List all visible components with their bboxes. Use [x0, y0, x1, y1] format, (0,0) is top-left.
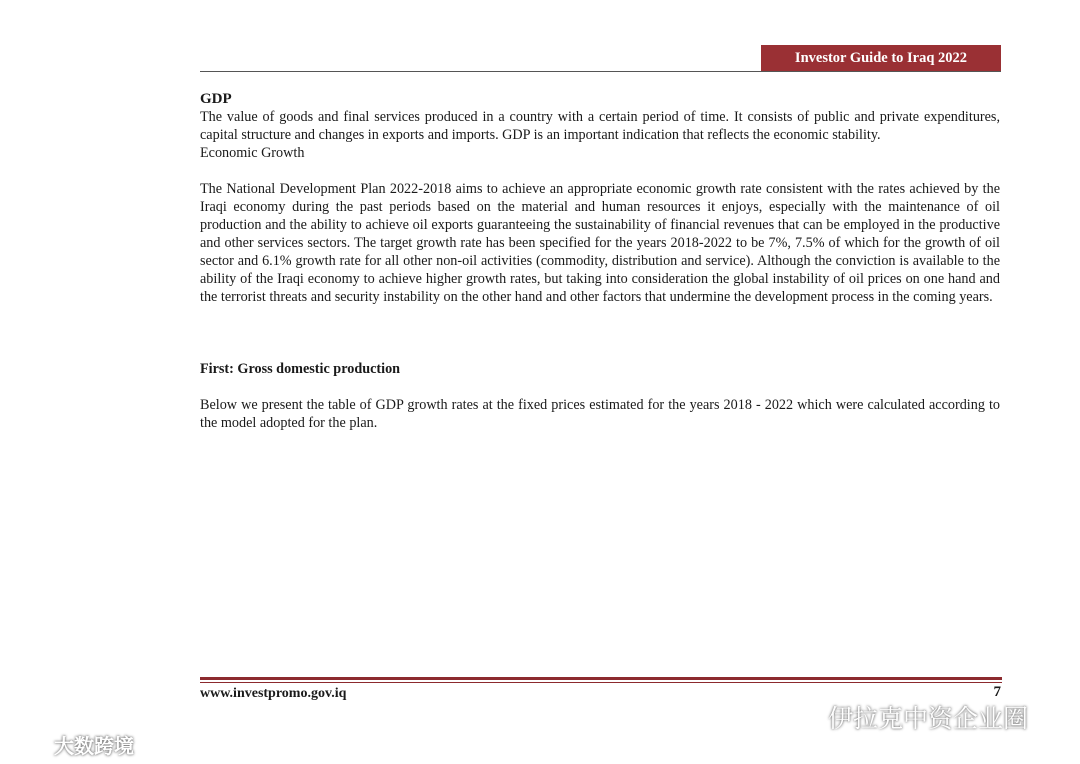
section-paragraph: Below we present the table of GDP growth rates at the fixed prices estimated for the years 2018 - 2022 which were calculated according to the model adopted for the plan.	[200, 397, 1000, 431]
watermark-left	[6, 728, 134, 760]
footer-divider-thick	[200, 677, 1002, 680]
header-divider	[200, 71, 1001, 72]
footer-divider-thin	[200, 682, 1002, 683]
watermark-right	[782, 700, 1028, 734]
page-number: 7	[993, 684, 1001, 700]
header-title-badge: Investor Guide to Iraq 2022	[761, 45, 1001, 72]
economic-growth-label: Economic Growth	[200, 145, 305, 161]
gdp-definition-paragraph: The value of goods and final services produced in a country with a certain period of time. It consists of public and private expenditures, capital structure and changes in exports and imports. GDP is an important indication that reflects the economic stability.	[200, 109, 1000, 143]
section-heading: First: Gross domestic production	[200, 361, 401, 377]
wechat-icon	[782, 699, 822, 735]
watermark-right-text: 伊拉克中资企业圈	[828, 704, 1029, 733]
page-content	[200, 90, 1000, 432]
gdp-heading: GDP	[200, 91, 232, 107]
development-plan-paragraph: The National Development Plan 2022-2018 aims to achieve an appropriate economic growth rate consistent with the rates achieved by the Iraqi economy during the past periods based on the material and human resources it enjoys, especially with the maintenance of oil production and the ability to achieve oil exports guaranteeing the sustainability of financial revenues that can be employed in the productive and other services sectors. The target growth rate has been specified for the years 2018-2022 to be 7%, 7.5% of which for the growth of oil sector and 6.1% growth rate for all other non-oil activities (commodity, distribution and service). Although the conviction is available to the ability of the Iraqi economy to achieve higher growth rates, but taking into consideration the global instability of oil prices on one hand and the terrorist threats and security instability on the other hand and other factors that undermine the development process in the coming years.	[200, 181, 1000, 305]
footer-website-url: www.investpromo.gov.iq	[200, 686, 347, 701]
logo-icon	[6, 728, 48, 761]
watermark-left-text: 大数跨境	[54, 733, 134, 758]
